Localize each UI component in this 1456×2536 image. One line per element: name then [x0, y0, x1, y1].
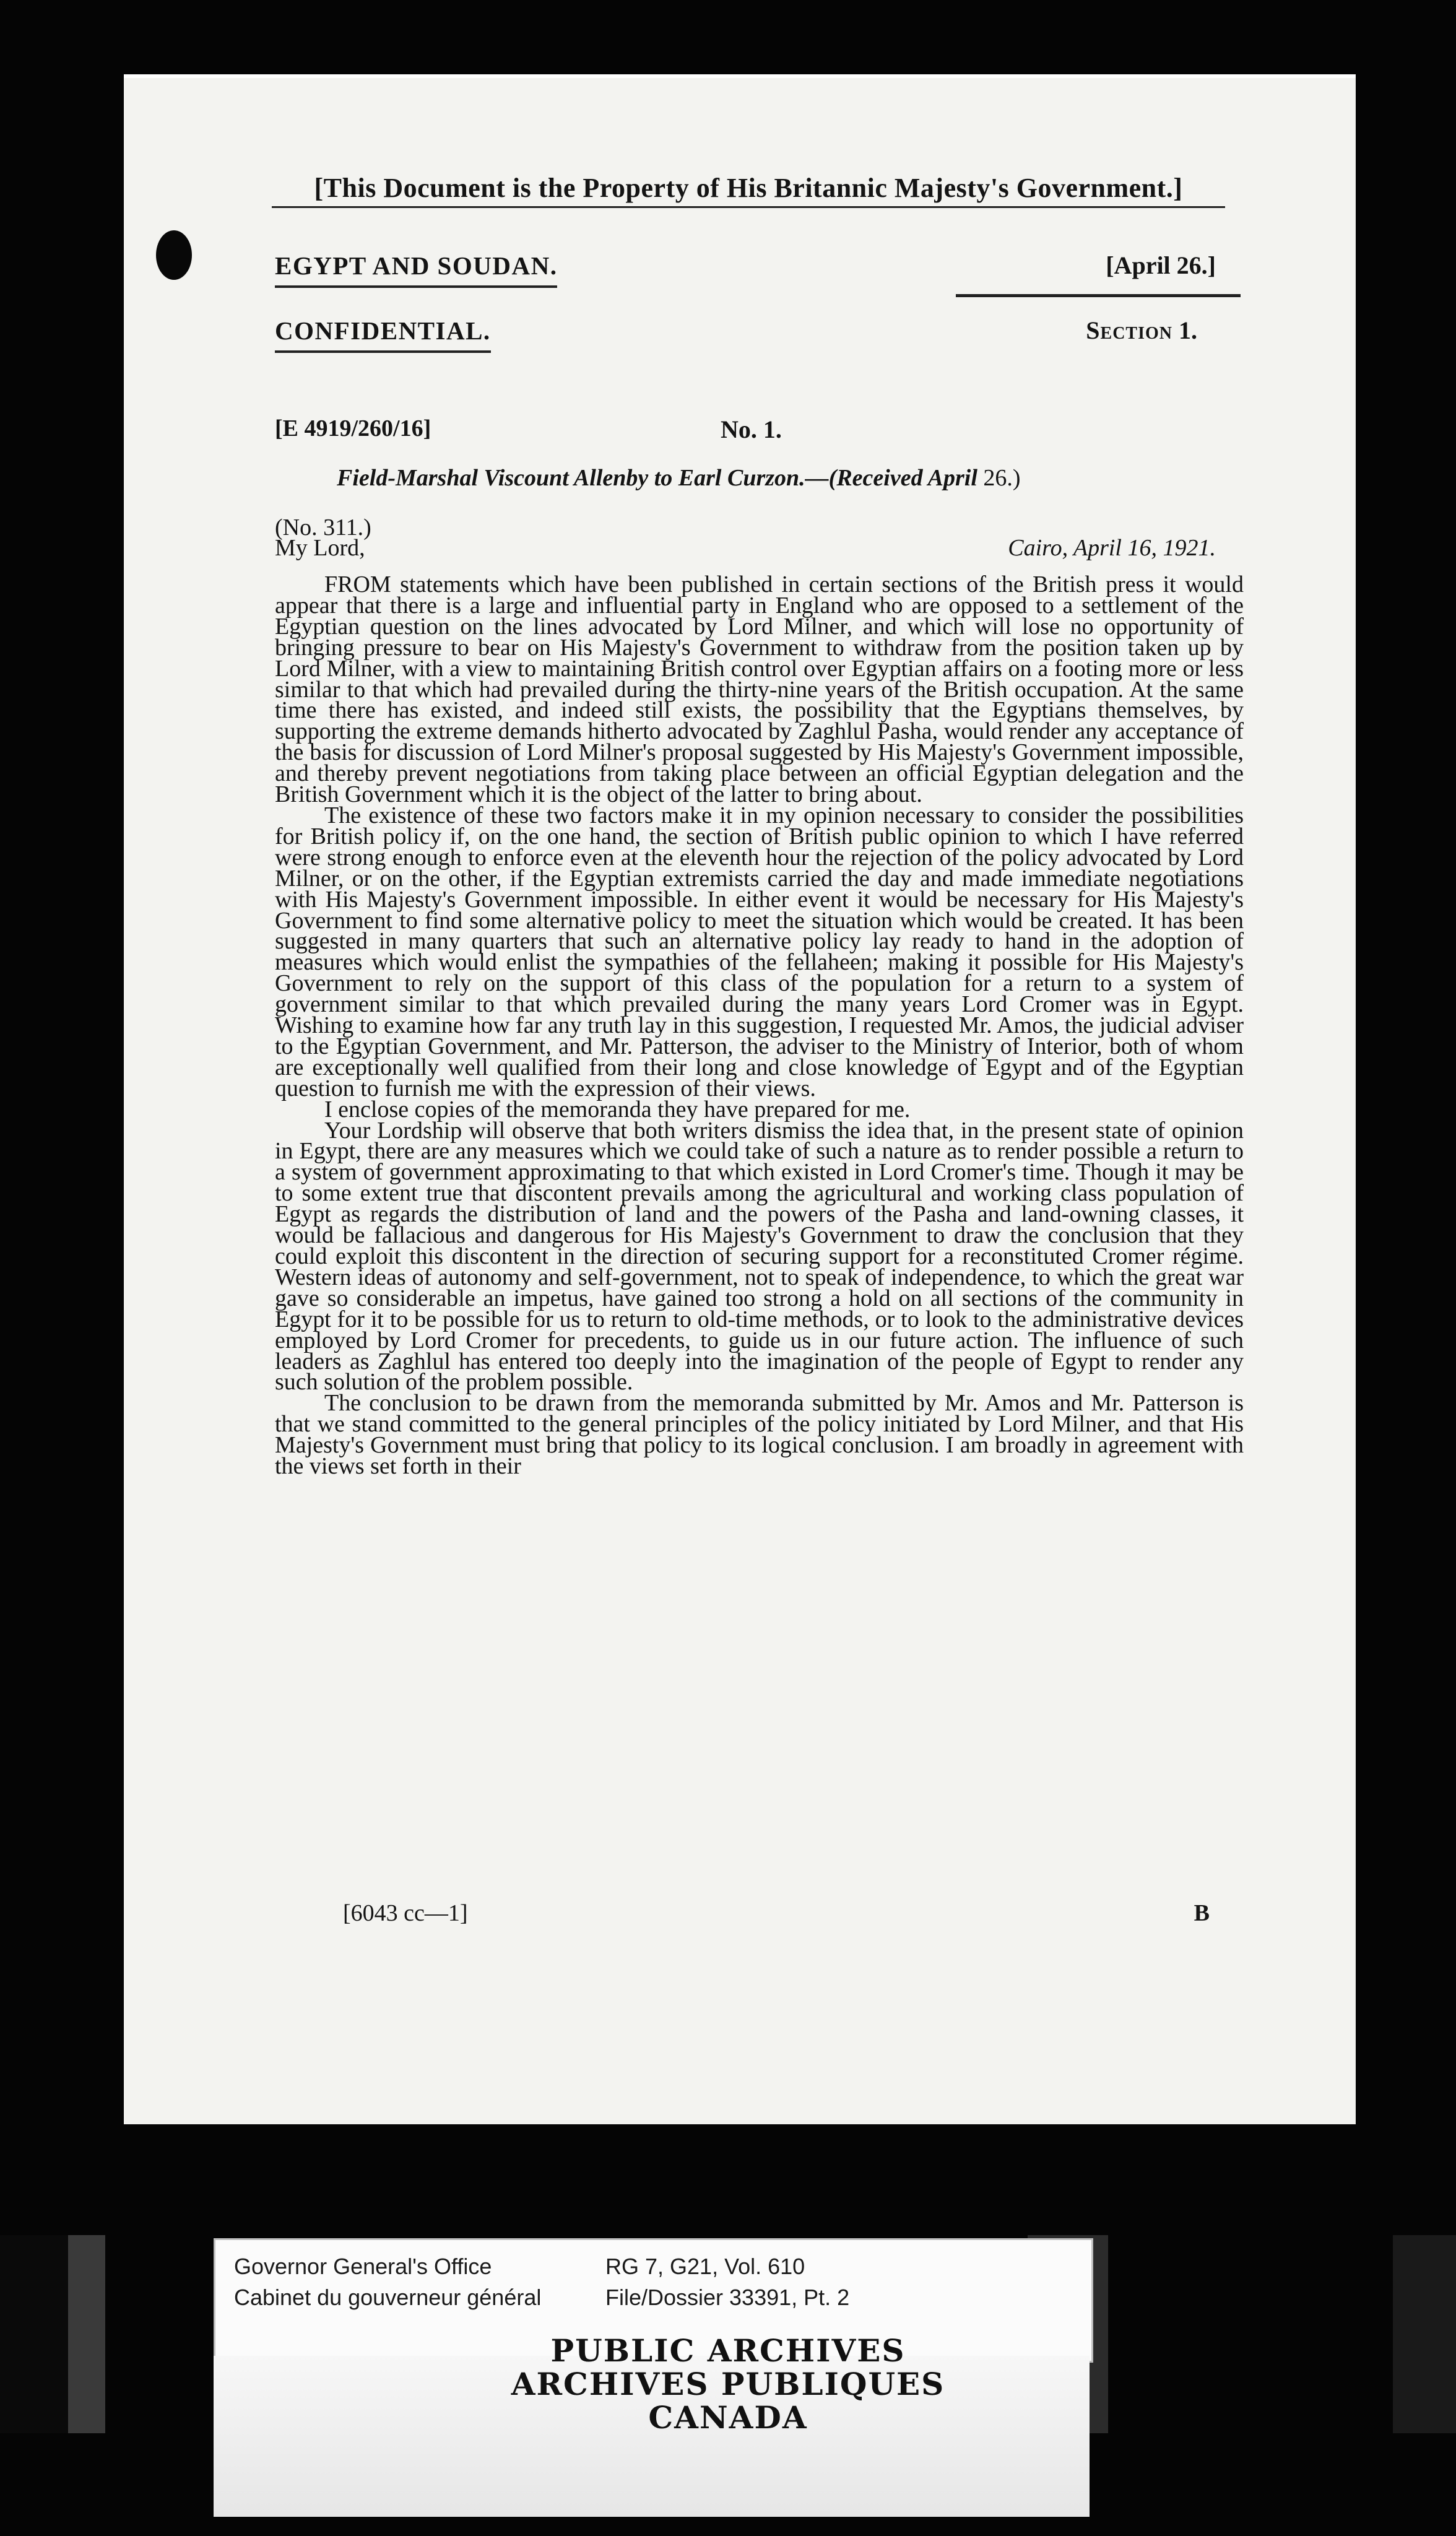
paragraph-2: The existence of these two factors make it in my opinion necessary to consider the possibilities for British policy if, on the one hand, the section of British public opinion to which I have referred were strong enough to enforce even at the eleventh hour the rejection of the policy advocated by Lord Milner, or on the other, if the Egyptian extremists carried the day and made immediate negotiations with His Majesty's Government impossible. In either event it would be necessary for His Majesty's Government to find some alternative policy to meet the situation which would be created. It has been suggested in many quarters that such an alternative policy lay ready to hand in the adoption of measures which would enlist the sympathies of the fellaheen; making it possible for His Majesty's Government to rely on the support of this class of the population for a return to a system of government similar to that which prevailed during the many years Lord Cromer was in Egypt. Wishing to examine how far any truth lay in this suggestion, I requested Mr. Amos, the judicial adviser to the Egyptian Government, and Mr. Patterson, the adviser to the Ministry of Interior, both of whom are exceptionally well qualified from their long and close knowledge of Egypt and of the Egyptian question to furnish me with the expression of their views.: [275, 802, 1244, 1101]
archive-stamp: PUBLIC ARCHIVES ARCHIVES PUBLIQUES CANADA: [511, 2332, 945, 2436]
paragraph-1: FROM statements which have been published in certain sections of the British press it would appear that there is a large and influential party in England who are opposed to a settlement of the Egyptian question on the lines advocated by Lord Milner, and which will lose no opportunity of bringing pressure to bear on His Majesty's Government to withdraw from the position taken up by Lord Milner, with a view to maintaining British control over Egyptian affairs on a footing more or less similar to that which had prevailed during the thirty-nine years of the British occupation. At the same time there has existed, and indeed still exists, the possibility that the Egyptians themselves, by supporting the extreme demands hitherto advocated by Zaghlul Pasha, would render any acceptance of the basis for discussion of Lord Milner's proposal suggested by His Majesty's Government impossible, and thereby prevent negotiations from taking place between an official Egyptian delegation and the British Government which it is the object of the latter to bring about.: [275, 571, 1244, 808]
paragraph-3: I enclose copies of the memoranda they have prepared for me.: [324, 1096, 911, 1123]
file-reference: [E 4919/260/16]: [275, 415, 431, 441]
despatch-title: Field-Marshal Viscount Allenby to Earl Curzon.—(Received April 26.): [337, 465, 1021, 491]
property-notice: [This Document is the Property of His Britannic Majesty's Government.]: [272, 172, 1225, 208]
document-number: No. 1.: [721, 415, 782, 443]
paragraph-4: Your Lordship will observe that both writers dismiss the idea that, in the present state of opinion in Egypt, there are any measures which we could take of such a nature as to render possible a return to a system of government approximating to that which existed in Lord Cromer's time. Though it may be to some extent true that discontent prevails among the agricultural and working class population of Egypt as regards the distribution of land and the powers of the Pasha and land-owning classes, it would be fallacious and dangerous for His Majesty's Government to draw the conclusion that they could exploit this discontent in the direction of securing support for a reconstituted Cromer régime. Western ideas of autonomy and self-government, not to speak of independence, to which the great war gave so considerable an impetus, have gained too strong a hold on all sections of the community in Egypt for it to be possible for us to return to old-time methods, or to look to the administrative devices employed by Lord Cromer for precedents, to guide us in our future action. The influence of such leaders as Zaghlul has entered too deeply into the imagination of the people of Egypt to render any such solution of the problem possible.: [275, 1117, 1244, 1396]
region-heading: EGYPT AND SOUDAN.: [275, 251, 557, 288]
classification-heading: CONFIDENTIAL.: [275, 316, 491, 353]
punch-hole: [156, 230, 192, 280]
section-label: Section 1.: [1086, 316, 1197, 344]
date-rule: [956, 294, 1241, 297]
signature-mark: B: [1194, 1900, 1210, 1926]
salutation: My Lord,: [275, 535, 365, 561]
body-text: [275, 571, 1244, 1480]
print-code: [6043 cc—1]: [343, 1900, 468, 1926]
document-date: [April 26.]: [1106, 251, 1216, 279]
place-date: Cairo, April 16, 1921.: [1008, 535, 1216, 561]
paragraph-5: The conclusion to be drawn from the memoranda submitted by Mr. Amos and Mr. Patterson is that we stand committed to the general principles of the policy initiated by Lord Milner, and that His Majesty's Government must bring that policy to its logical conclusion. I am broadly in agreement with the views set forth in their: [275, 1390, 1244, 1480]
archive-office: Governor General's Office Cabinet du gouverneur général: [234, 2254, 542, 2310]
despatch-number: (No. 311.): [275, 515, 371, 541]
archive-file: RG 7, G21, Vol. 610 File/Dossier 33391, Pt. 2: [605, 2254, 850, 2310]
